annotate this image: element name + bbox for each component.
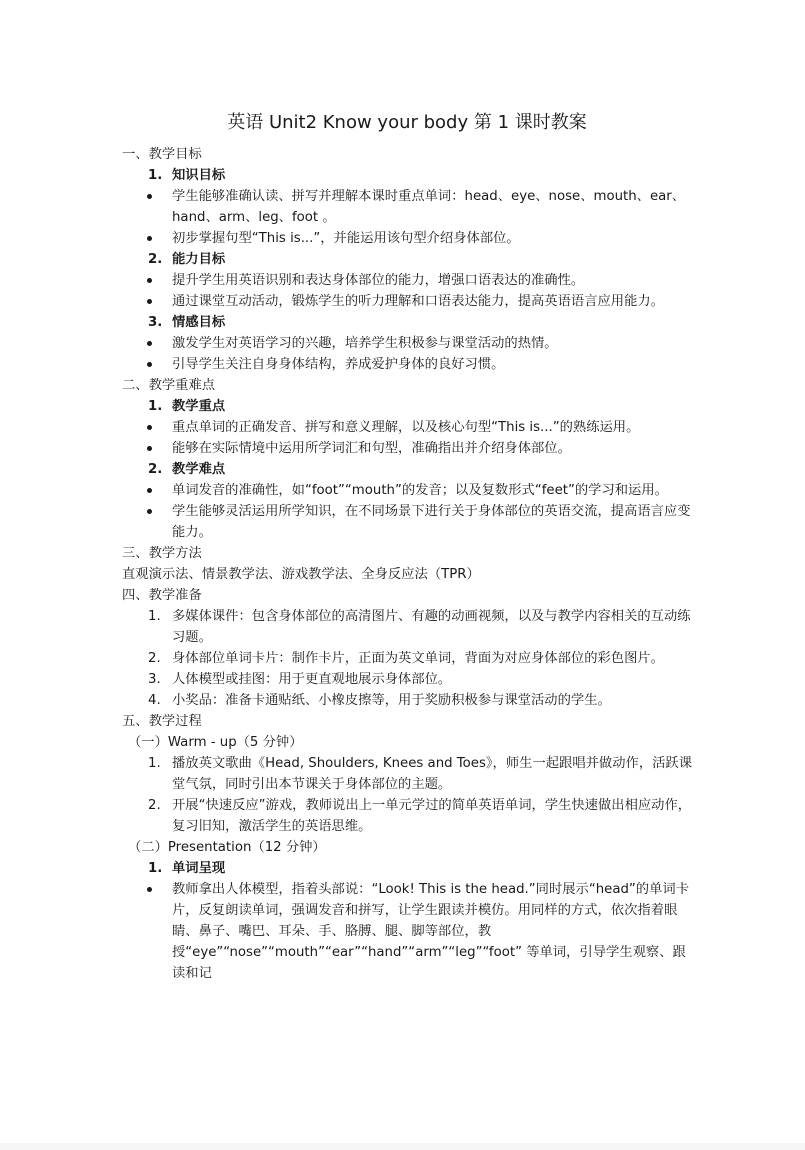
- bullet-text: 引导学生关注自身身体结构，养成爱护身体的良好习惯。: [172, 357, 505, 372]
- bullet-icon: [147, 341, 152, 346]
- list-number: 3.: [148, 315, 163, 330]
- bullet-item: [122, 270, 692, 291]
- list-label: 情感目标: [172, 315, 226, 330]
- item-text: 人体模型或挂图：用于更直观地展示身体部位。: [172, 672, 452, 687]
- objective-knowledge-heading: [122, 165, 692, 186]
- bullet-text: 教师拿出人体模型，指着头部说：“Look! This is the head.”同时展示“head”的单词卡片，反复朗读单词，强调发音和拼写，让学生跟读并模仿。用同样的方式，依次指着眼睛、鼻子、嘴巴、耳朵、手、胳膊、腿、脚等部位，教授“eye”“nose”“mouth”“ear”“hand”“arm”“leg”“foot” 等单词，引导学生观察、跟读和记: [172, 882, 689, 981]
- bullet-icon: [147, 425, 152, 430]
- bullet-text: 提升学生用英语识别和表达身体部位的能力，增强口语表达的准确性。: [172, 273, 585, 288]
- bullet-text: 重点单词的正确发音、拼写和意义理解，以及核心句型“This is...”的熟练运用。: [172, 420, 640, 435]
- bullet-text: 学生能够灵活运用所学知识，在不同场景下进行关于身体部位的英语交流，提高语言应变能力。: [172, 504, 691, 540]
- presentation-heading: （二）Presentation（12 分钟）: [128, 840, 326, 855]
- methods-text: 直观演示法、情景教学法、游戏教学法、全身反应法（TPR）: [122, 567, 480, 582]
- lesson-plan-content: [122, 108, 692, 984]
- list-number: 2.: [148, 462, 163, 477]
- numbered-item: [122, 606, 692, 648]
- bullet-icon: [147, 887, 152, 892]
- item-text: 身体部位单词卡片：制作卡片，正面为英文单词，背面为对应身体部位的彩色图片。: [172, 651, 664, 666]
- word-presentation-heading: [122, 858, 692, 879]
- bullet-text: 初步掌握句型“This is...”，并能运用该句型介绍身体部位。: [172, 231, 520, 246]
- bullet-text: 能够在实际情境中运用所学词汇和句型，准确指出并介绍身体部位。: [172, 441, 571, 456]
- list-label: 教学重点: [172, 399, 226, 414]
- numbered-item: [122, 690, 692, 711]
- key-point-heading: [122, 396, 692, 417]
- bullet-icon: [147, 278, 152, 283]
- warmup-heading: （一）Warm - up（5 分钟）: [128, 735, 303, 750]
- bullet-icon: [147, 194, 152, 199]
- list-number: 1.: [148, 399, 163, 414]
- item-text: 开展“快速反应”游戏，教师说出上一单元学过的简单英语单词，学生快速做出相应动作，复习旧知，激活学生的英语思维。: [172, 798, 692, 834]
- bullet-icon: [147, 488, 152, 493]
- bullet-item: [122, 438, 692, 459]
- section-heading-preparation: 四、教学准备: [122, 588, 202, 603]
- bullet-item: [122, 480, 692, 501]
- bullet-item: [122, 879, 692, 984]
- bullet-item: [122, 228, 692, 249]
- list-label: 知识目标: [172, 168, 226, 183]
- bullet-icon: [147, 299, 152, 304]
- item-text: 小奖品：准备卡通贴纸、小橡皮擦等，用于奖励积极参与课堂活动的学生。: [172, 693, 611, 708]
- item-text: 多媒体课件：包含身体部位的高清图片、有趣的动画视频，以及与教学内容相关的互动练习题。: [172, 609, 691, 645]
- numbered-item: [122, 648, 692, 669]
- bullet-text: 激发学生对英语学习的兴趣，培养学生积极参与课堂活动的热情。: [172, 336, 558, 351]
- objective-ability-heading: [122, 249, 692, 270]
- bullet-text: 学生能够准确认读、拼写并理解本课时重点单词：head、eye、nose、mouth、ear、hand、arm、leg、foot 。: [172, 189, 686, 225]
- bullet-text: 单词发音的准确性，如“foot”“mouth”的发音；以及复数形式“feet”的学习和运用。: [172, 483, 668, 498]
- bullet-item: [122, 291, 692, 312]
- section-heading-key-points: 二、教学重难点: [122, 378, 216, 393]
- list-number: 2.: [148, 252, 163, 267]
- item-text: 播放英文歌曲《Head, Shoulders, Knees and Toes》，师生一起跟唱并做动作，活跃课堂气氛，同时引出本节课关于身体部位的主题。: [172, 756, 693, 792]
- objective-emotion-heading: [122, 312, 692, 333]
- numbered-item: [122, 795, 692, 837]
- bullet-item: [122, 354, 692, 375]
- bullet-item: [122, 417, 692, 438]
- list-number: 1.: [148, 168, 163, 183]
- list-label: 单词呈现: [172, 861, 226, 876]
- difficulty-heading: [122, 459, 692, 480]
- list-number: 2.: [148, 651, 161, 666]
- bullet-item: [122, 501, 692, 543]
- numbered-item: [122, 753, 692, 795]
- list-number: 3.: [148, 672, 161, 687]
- section-heading-process: 五、教学过程: [122, 714, 202, 729]
- list-number: 1.: [148, 756, 161, 771]
- list-number: 1.: [148, 861, 163, 876]
- list-number: 2.: [148, 798, 161, 813]
- bullet-icon: [147, 509, 152, 514]
- numbered-item: [122, 669, 692, 690]
- list-label: 能力目标: [172, 252, 226, 267]
- bullet-text: 通过课堂互动活动，锻炼学生的听力理解和口语表达能力，提高英语语言应用能力。: [172, 294, 664, 309]
- bullet-icon: [147, 446, 152, 451]
- bullet-icon: [147, 362, 152, 367]
- bullet-icon: [147, 236, 152, 241]
- list-number: 1.: [148, 609, 161, 624]
- section-heading-objectives: 一、教学目标: [122, 147, 202, 162]
- bullet-item: [122, 333, 692, 354]
- list-number: 4.: [148, 693, 161, 708]
- bullet-item: [122, 186, 692, 228]
- document-title: 英语 Unit2 Know your body 第 1 课时教案: [227, 112, 587, 133]
- list-label: 教学难点: [172, 462, 226, 477]
- section-heading-methods: 三、教学方法: [122, 546, 202, 561]
